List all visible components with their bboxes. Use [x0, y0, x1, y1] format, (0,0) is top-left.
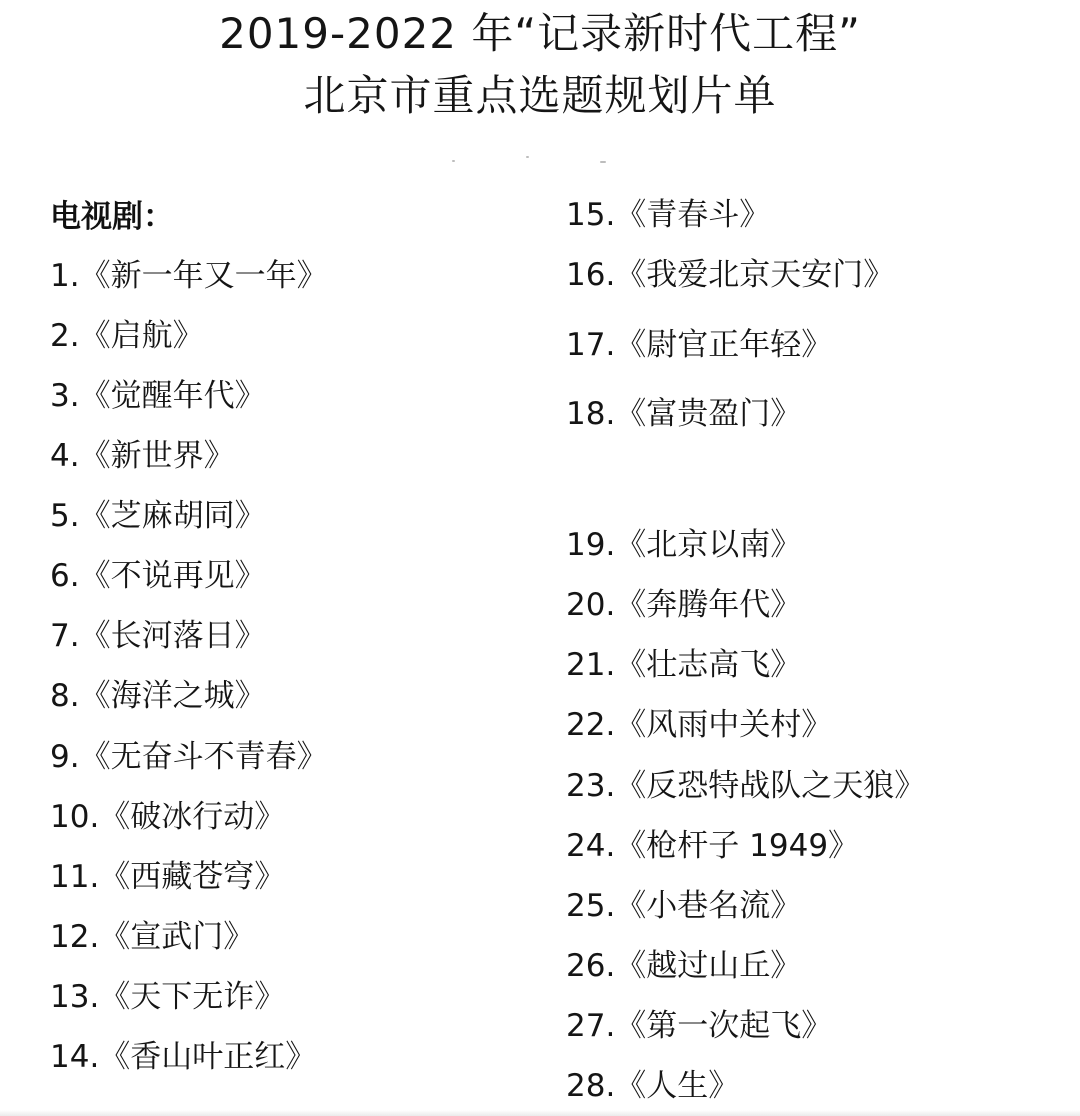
list-item: 14.《香山叶正红》 [50, 1039, 317, 1075]
list-item: 12.《宣武门》 [50, 919, 255, 955]
list-item: 6.《不说再见》 [50, 558, 266, 594]
list-item: 8.《海洋之城》 [50, 678, 266, 714]
list-item: 10.《破冰行动》 [50, 799, 286, 835]
list-item: 9.《无奋斗不青春》 [50, 739, 328, 775]
list-item: 24.《枪杆子 1949》 [566, 828, 860, 864]
list-item: 19.《北京以南》 [566, 527, 802, 563]
scan-speck [526, 156, 529, 158]
list-item: 1.《新一年又一年》 [50, 258, 328, 294]
list-item: 2.《启航》 [50, 318, 204, 354]
list-item: 3.《觉醒年代》 [50, 378, 266, 414]
list-item: 28.《人生》 [566, 1068, 740, 1104]
list-item: 23.《反恐特战队之天狼》 [566, 768, 926, 804]
list-item: 26.《越过山丘》 [566, 948, 802, 984]
list-item: 22.《风雨中关村》 [566, 707, 833, 743]
list-item: 5.《芝麻胡同》 [50, 498, 266, 534]
list-item: 4.《新世界》 [50, 438, 235, 474]
list-item: 17.《尉官正年轻》 [566, 327, 833, 363]
scan-speck [452, 160, 455, 162]
document-title-line-2: 北京市重点选题规划片单 [303, 71, 777, 120]
page-bottom-shadow [0, 1110, 1080, 1116]
document-header [0, 0, 1080, 127]
list-item: 13.《天下无诈》 [50, 979, 286, 1015]
list-item: 16.《我爱北京天安门》 [566, 257, 895, 293]
list-item: 11.《西藏苍穹》 [50, 859, 286, 895]
list-item: 20.《奔腾年代》 [566, 587, 802, 623]
list-item: 25.《小巷名流》 [566, 888, 802, 924]
list-item: 27.《第一次起飞》 [566, 1008, 833, 1044]
list-item: 18.《富贵盈门》 [566, 396, 802, 432]
scan-specks [450, 156, 620, 164]
scan-speck [600, 161, 606, 163]
list-item: 21.《壮志高飞》 [566, 647, 802, 683]
category-heading-tv-series: 电视剧： [50, 199, 174, 235]
list-item: 15.《青春斗》 [566, 197, 771, 233]
document-title-line-1: 2019-2022 年“记录新时代工程” [219, 9, 861, 58]
list-item: 7.《长河落日》 [50, 618, 266, 654]
